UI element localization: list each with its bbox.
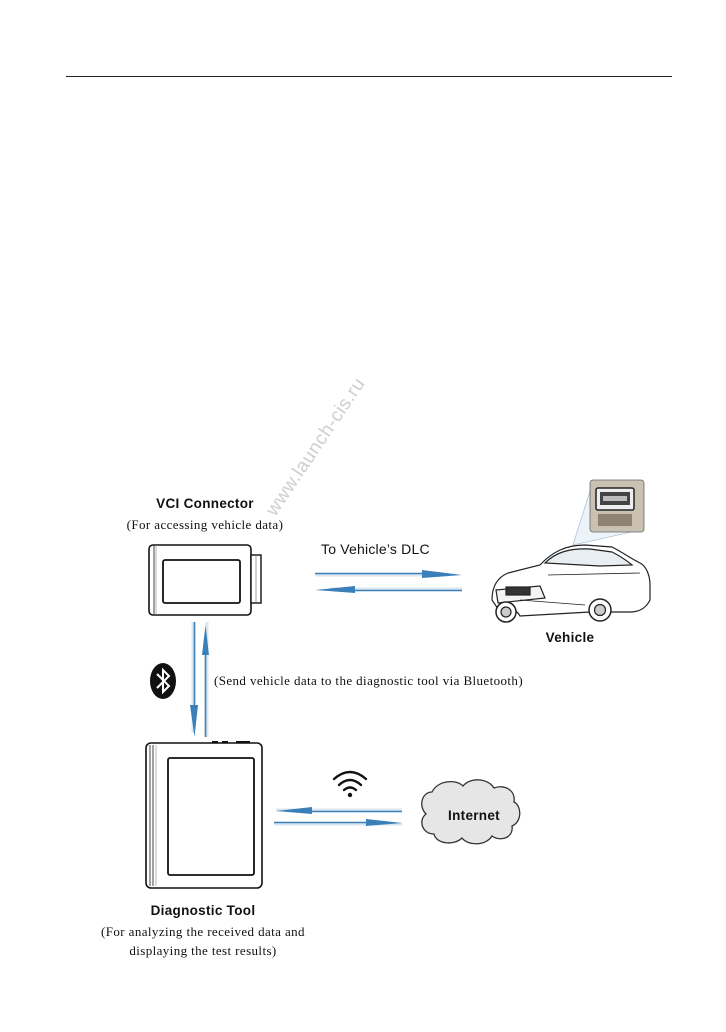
vci-caption: (For accessing vehicle data) bbox=[126, 517, 284, 532]
tool-caption-line2: displaying the test results) bbox=[129, 943, 277, 958]
vci-title: VCI Connector bbox=[156, 496, 254, 511]
tool-caption-line1: (For analyzing the received data and bbox=[101, 924, 305, 939]
internet-label: Internet bbox=[448, 808, 500, 823]
dlc-label: To Vehicle’s DLC bbox=[321, 541, 430, 557]
bluetooth-label: (Send vehicle data to the diagnostic tool via Bluetooth) bbox=[214, 673, 524, 688]
vehicle-title: Vehicle bbox=[545, 630, 595, 645]
tool-title: Diagnostic Tool bbox=[150, 903, 256, 918]
watermark: www.launch-cis.ru bbox=[262, 374, 370, 520]
